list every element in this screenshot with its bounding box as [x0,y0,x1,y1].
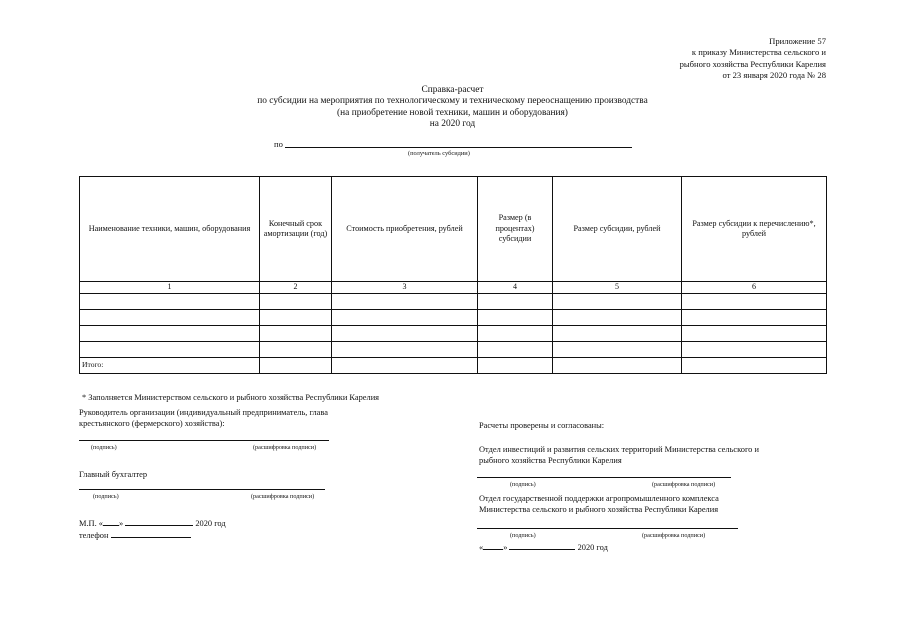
table-cell[interactable] [553,309,682,325]
header-subsidy-percent: Размер (в процентах) субсидии [478,177,553,282]
head-signature-line[interactable] [79,440,329,441]
approval-date-row [479,542,608,553]
table-cell[interactable] [332,293,478,309]
document-title [0,85,905,130]
header-equipment-name: Наименование техники, машин, оборудования [80,177,260,282]
header-subsidy-amount: Размер субсидии, рублей [553,177,682,282]
appendix-block [680,36,826,81]
phone-label: телефон [79,531,109,540]
table-cell[interactable] [332,325,478,341]
dept2-line-1: Отдел государственной поддержки агропромышленного комплекса [479,494,719,503]
table-cell[interactable] [478,325,553,341]
mp-quote: » [118,519,124,528]
signature-decode-caption: (расшифровка подписи) [642,532,706,539]
day-field[interactable] [483,549,503,550]
table-cell[interactable] [332,309,478,325]
day-field[interactable] [103,525,119,526]
header-amortization-term: Конечный срок амортизации (год) [260,177,332,282]
table-cell[interactable] [682,325,827,341]
appendix-line-2: к приказу Министерства сельского и [691,47,826,58]
phone-field[interactable] [111,537,191,538]
title-line-3: (на приобретение новой техники, машин и оборудования) [337,107,568,118]
column-number: 6 [682,282,827,294]
head-line-1: Руководитель организации (индивидуальный предприниматель, глава [79,408,328,417]
table-row [80,325,827,341]
header-subsidy-transfer: Размер субсидии к перечислению*, рублей [682,177,827,282]
table-cell[interactable] [260,357,332,373]
mp-year: 2020 год [195,519,226,528]
table-cell[interactable] [80,325,260,341]
column-number: 2 [260,282,332,294]
total-label: Итого: [80,357,260,373]
table-row [80,341,827,357]
mp-prefix: М.П. « [79,519,103,528]
table-cell[interactable] [553,341,682,357]
table-cell[interactable] [682,341,827,357]
title-line-1: Справка-расчет [421,85,484,95]
dept2-signature-line[interactable] [477,528,738,529]
column-number: 5 [553,282,682,294]
dept1-line-2: рыбного хозяйства Республики Карелия [479,456,622,465]
signature-caption: (подпись) [93,493,119,500]
stamp-date-label [79,518,226,529]
table-row [80,293,827,309]
appendix-line-3: рыбного хозяйства Республики Карелия [679,58,826,69]
head-of-organization-label [79,407,328,429]
table-cell[interactable] [553,325,682,341]
date-quote: » [503,543,508,552]
signature-caption: (подпись) [91,444,117,451]
table-number-row [80,282,827,294]
table-cell[interactable] [553,293,682,309]
table-cell[interactable] [478,341,553,357]
month-field[interactable] [125,525,193,526]
dept1-line-1: Отдел инвестиций и развития сельских территорий Министерства сельского и [479,445,759,454]
table-cell[interactable] [332,357,478,373]
table-cell[interactable] [80,341,260,357]
table-total-row [80,357,827,373]
recipient-caption: (получатель субсидии) [408,150,470,157]
signature-decode-caption: (расшифровка подписи) [251,493,315,500]
table-cell[interactable] [478,357,553,373]
table-cell[interactable] [682,357,827,373]
appendix-line-1: Приложение 57 [769,36,826,46]
appendix-line-4: от 23 января 2020 года № 28 [722,69,826,80]
chief-accountant-label: Главный бухгалтер [79,470,148,479]
accountant-signature-line[interactable] [79,489,325,490]
investment-department-label [479,444,759,466]
dept1-signature-line[interactable] [477,477,731,478]
table-cell[interactable] [478,309,553,325]
recipient-prefix: по [274,139,283,149]
state-support-department-label [479,493,719,515]
table-cell[interactable] [682,309,827,325]
header-purchase-cost: Стоимость приобретения, рублей [332,177,478,282]
table-cell[interactable] [80,293,260,309]
table-header-row [80,177,827,282]
table-cell[interactable] [332,341,478,357]
date-prefix: « [479,543,484,552]
table-row [80,309,827,325]
title-line-2: по субсидии на мероприятия по технологическому и техническому переоснащению производства [257,96,648,107]
dept2-line-2: Министерства сельского и рыбного хозяйства Республики Карелия [479,505,719,514]
table-cell[interactable] [260,293,332,309]
column-number: 4 [478,282,553,294]
month-field[interactable] [509,549,575,550]
signature-decode-caption: (расшифровка подписи) [652,481,716,488]
date-year: 2020 год [577,543,608,552]
calculations-checked-label: Расчеты проверены и согласованы: [479,421,605,430]
table-cell[interactable] [260,341,332,357]
table-cell[interactable] [682,293,827,309]
footnote: * Заполняется Министерством сельского и рыбного хозяйства Республики Карелия [82,393,380,402]
table-cell[interactable] [260,309,332,325]
column-number: 3 [332,282,478,294]
phone-row [79,530,191,541]
table-cell[interactable] [478,293,553,309]
table-cell[interactable] [553,357,682,373]
subsidy-table [79,176,827,374]
recipient-field-line[interactable] [285,147,632,148]
signature-caption: (подпись) [510,532,536,539]
column-number: 1 [80,282,260,294]
signature-caption: (подпись) [510,481,536,488]
signature-decode-caption: (расшифровка подписи) [253,444,317,451]
table-cell[interactable] [260,325,332,341]
head-line-2: крестьянского (фермерского) хозяйства): [79,419,225,428]
title-line-4: на 2020 год [429,118,476,129]
table-cell[interactable] [80,309,260,325]
